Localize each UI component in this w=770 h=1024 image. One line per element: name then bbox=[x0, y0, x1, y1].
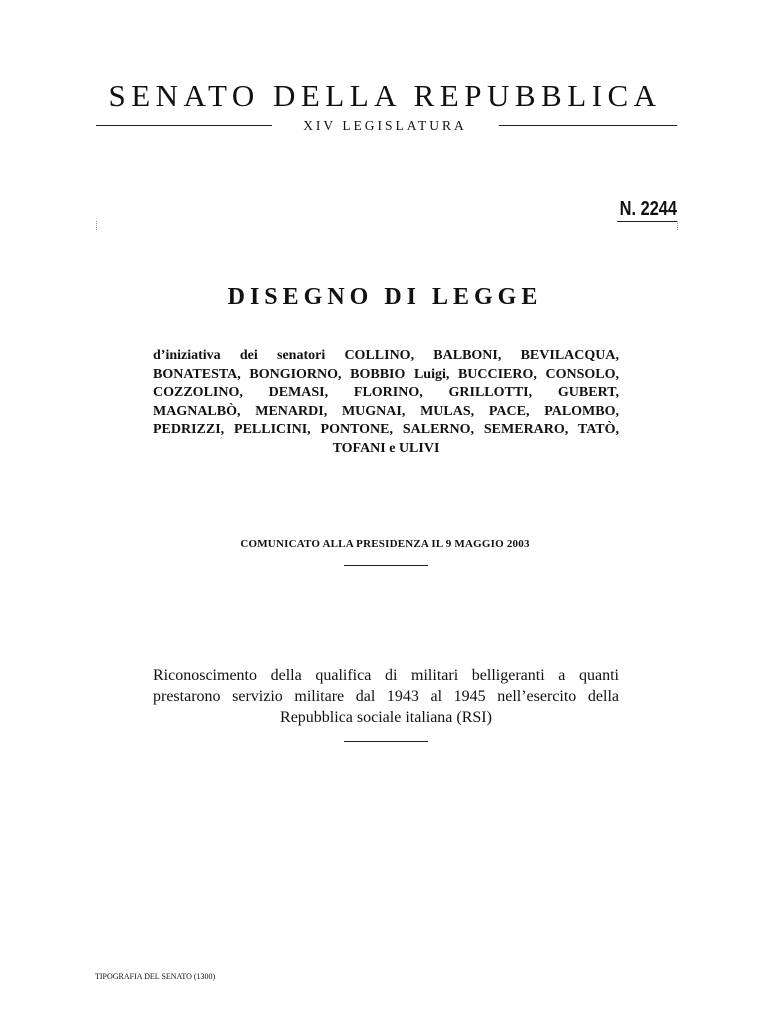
document-type-title: DISEGNO DI LEGGE bbox=[227, 284, 543, 310]
document-number: N. 2244 bbox=[619, 198, 677, 220]
section-divider bbox=[344, 565, 428, 566]
communicated-date: COMUNICATO ALLA PRESIDENZA IL 9 MAGGIO 2003 bbox=[240, 538, 530, 550]
subject-divider bbox=[344, 741, 428, 742]
initiative-senators: d’iniziativa dei senatori COLLINO, BALBONI, BEVILACQUA, BONATESTA, BONGIORNO, BOBBIO Luigi, BUCCIERO, CONSOLO, COZZOLINO, DEMASI, FLORINO, GRILLOTTI, GUBERT, MAGNALBÒ, MENARDI, MUGNAI, MULAS, PACE, PALOMBO, PEDRIZZI, PELLICINI, PONTONE, SALERNO, SEMERARO, TATÒ, TOFANI e ULIVI bbox=[153, 348, 619, 456]
margin-mark-right bbox=[677, 221, 678, 230]
header-rule-right bbox=[499, 125, 677, 126]
margin-mark-left bbox=[96, 221, 97, 230]
legislature-label: XIV LEGISLATURA bbox=[303, 118, 467, 133]
institution-title: SENATO DELLA REPUBBLICA bbox=[108, 78, 662, 113]
document-number-underline bbox=[617, 221, 677, 222]
printer-imprint: TIPOGRAFIA DEL SENATO (1300) bbox=[95, 972, 216, 981]
bill-subject: Riconoscimento della qualifica di militari belligeranti a quanti prestarono servizio militare dal 1943 al 1945 nell’esercito della Repubblica sociale italiana (RSI) bbox=[153, 667, 619, 726]
